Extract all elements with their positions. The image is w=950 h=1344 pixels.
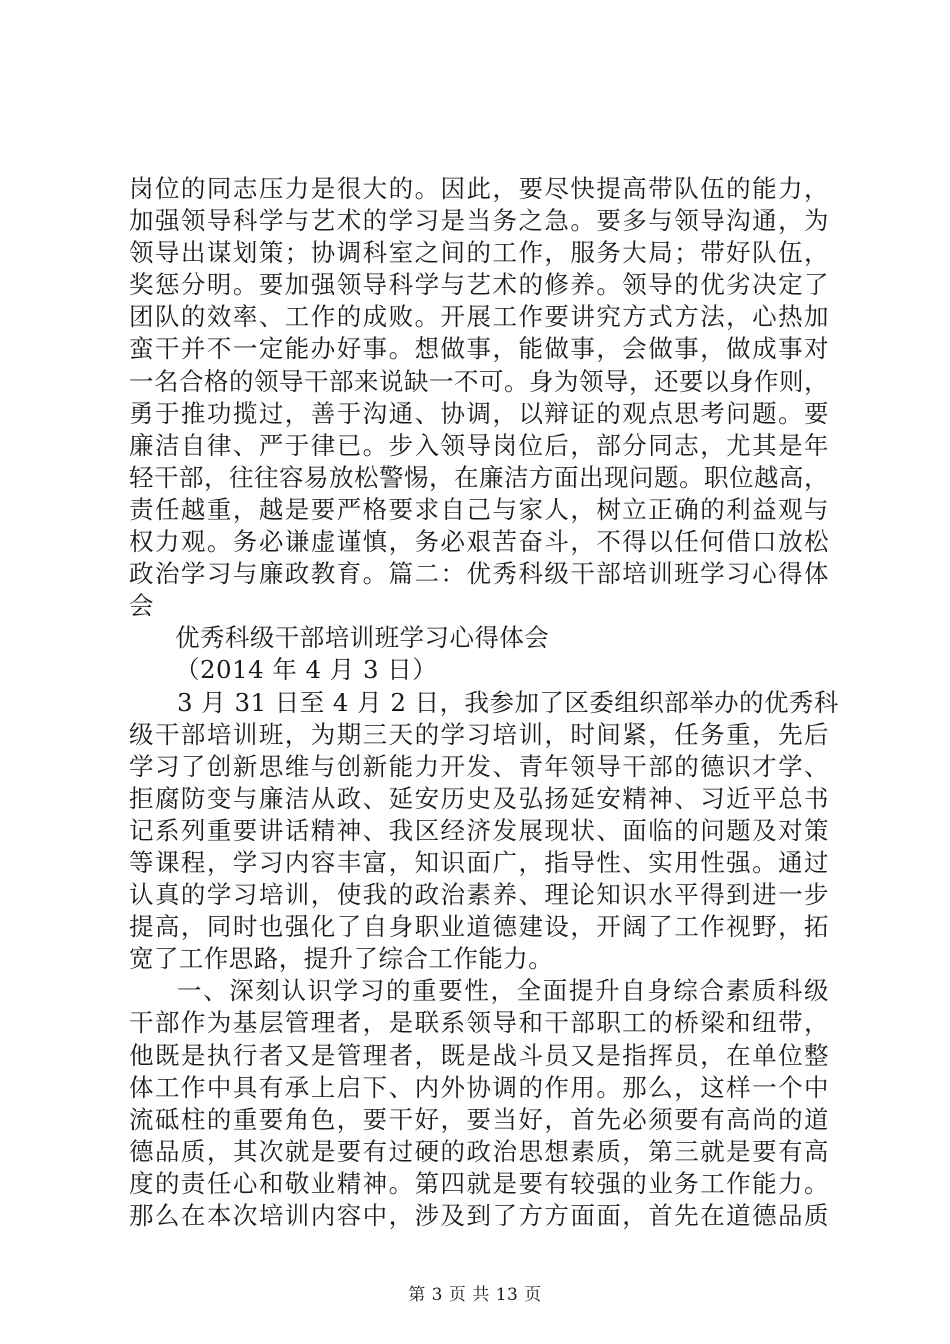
text-line: 级干部培训班，为期三天的学习培训，时间紧，任务重，先后 [129, 719, 829, 749]
text-line: 体工作中具有承上启下、内外协调的作用。那么，这样一个中 [129, 1072, 829, 1102]
section-date: （2014 年 4 月 3 日） [175, 655, 438, 685]
text-line: 勇于推功揽过，善于沟通、协调，以辩证的观点思考问题。要 [129, 398, 829, 428]
text-line: 等课程，学习内容丰富，知识面广，指导性、实用性强。通过 [129, 847, 829, 877]
text-line: 度的责任心和敬业精神。第四就是要有较强的业务工作能力。 [129, 1168, 829, 1198]
text-line: 拒腐防变与廉洁从政、延安历史及弘扬延安精神、习近平总书 [129, 783, 829, 813]
text-line: 岗位的同志压力是很大的。因此，要尽快提高带队伍的能力， [129, 174, 829, 203]
text-line: 记系列重要讲话精神、我区经济发展现状、面临的问题及对策 [129, 815, 829, 845]
text-line: 他既是执行者又是管理者，既是战斗员又是指挥员，在单位整 [129, 1040, 829, 1070]
page-number-footer: 第 3 页 共 13 页 [408, 1285, 542, 1305]
text-line: 一名合格的领导干部来说缺一不可。身为领导，还要以身作则， [129, 366, 829, 396]
text-line: 德品质，其次就是要有过硬的政治思想素质，第三就是要有高 [129, 1136, 829, 1166]
text-line: 权力观。务必谦虚谨慎，务必艰苦奋斗，不得以任何借口放松 [129, 527, 829, 557]
text-line: 团队的效率、工作的成败。开展工作要讲究方式方法，心热加 [129, 302, 829, 332]
text-line: 责任越重，越是要严格要求自己与家人，树立正确的利益观与 [129, 494, 829, 524]
text-line: 一、深刻认识学习的重要性，全面提升自身综合素质科级 [177, 976, 829, 1006]
document-body [129, 173, 839, 1232]
section-title: 优秀科级干部培训班学习心得体会 [175, 623, 550, 653]
text-line: 蛮干并不一定能办好事。想做事，能做事，会做事，做成事对 [129, 334, 829, 364]
text-line: 宽了工作思路，提升了综合工作能力。 [129, 944, 554, 974]
text-line: 领导出谋划策；协调科室之间的工作，服务大局；带好队伍， [129, 238, 829, 268]
text-line: 认真的学习培训，使我的政治素养、理论知识水平得到进一步 [129, 880, 829, 910]
text-line: 会 [129, 591, 154, 621]
text-line: 提高，同时也强化了自身职业道德建设，开阔了工作视野，拓 [129, 912, 829, 942]
text-line: 干部作为基层管理者，是联系领导和干部职工的桥梁和纽带， [129, 1008, 829, 1038]
text-line: 廉洁自律、严于律已。步入领导岗位后，部分同志，尤其是年 [129, 430, 829, 460]
text-line: 那么在本次培训内容中，涉及到了方方面面，首先在道德品质 [129, 1201, 829, 1230]
text-line: 政治学习与廉政教育。篇二：优秀科级干部培训班学习心得体 [129, 559, 829, 589]
text-line: 奖惩分明。要加强领导科学与艺术的修养。领导的优劣决定了 [129, 270, 829, 300]
text-line: 轻干部，往往容易放松警惕，在廉洁方面出现问题。职位越高， [129, 462, 829, 492]
text-line: 加强领导科学与艺术的学习是当务之急。要多与领导沟通，为 [129, 206, 829, 236]
text-line: 流砥柱的重要角色，要干好，要当好，首先必须要有高尚的道 [129, 1104, 829, 1134]
text-line: 学习了创新思维与创新能力开发、青年领导干部的德识才学、 [129, 751, 829, 781]
text-line: 3 月 31 日至 4 月 2 日，我参加了区委组织部举办的优秀科 [177, 687, 839, 717]
